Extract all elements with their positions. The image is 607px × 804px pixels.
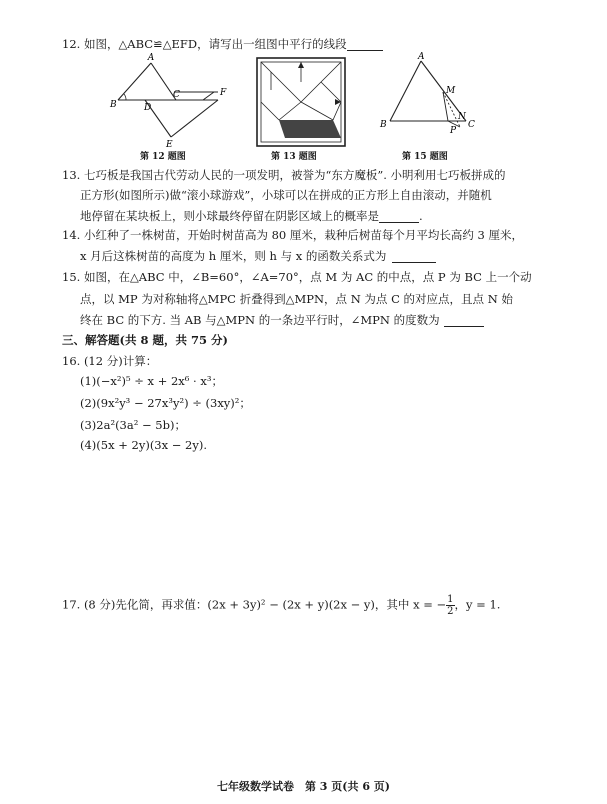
q12-answer-blank[interactable] <box>347 36 383 51</box>
q16-title: 16. (12 分)计算： <box>62 354 158 368</box>
q17-tail: ，y = 1. <box>454 597 501 612</box>
q17-fraction <box>446 594 454 617</box>
q17-frac-num: 1 <box>447 594 454 605</box>
q13-line3-end: . <box>419 209 423 223</box>
fig15-label-m: M <box>446 86 456 96</box>
q17-frac-den: 2 <box>447 606 454 617</box>
figure-13 <box>257 58 345 146</box>
q13-answer-blank[interactable] <box>379 208 419 223</box>
q17-line <box>62 594 500 617</box>
q13-line3-text: 地停留在某块板上，则小球最终停留在阴影区域上的概率是 <box>80 209 379 223</box>
q14-line2-text: x 月后这株树苗的高度为 h 厘米，则 h 与 x 的函数关系式为 <box>80 249 387 263</box>
q16-item-2: (2)(9x²y³ − 27x³y²) ÷ (3xy)²； <box>80 396 251 410</box>
fig12-label-b: B <box>110 100 117 110</box>
q15-line3 <box>80 312 484 327</box>
fig12-label-a: A <box>147 53 155 63</box>
fig15-label-a: A <box>418 52 425 62</box>
q15-line3-text: 终在 BC 的下方. 当 AB 与△MPN 的一条边平行时，∠MPN 的度数为 <box>80 313 440 327</box>
q14-line1: 14. 小红种了一株树苗，开始时树苗高为 80 厘米，栽种后树苗每个月平均长高约 3 厘米， <box>62 228 524 242</box>
q13-line1: 13. 七巧板是我国古代劳动人民的一项发明，被誉为“东方魔板”. 小明利用七巧板拼成的 <box>62 168 506 182</box>
q12-caption: 第 12 题图 <box>140 152 186 162</box>
q14-line2 <box>80 248 436 263</box>
fig12-label-e: E <box>166 140 173 150</box>
page-footer: 七年级数学试卷 第 3 页(共 6 页) <box>216 780 391 793</box>
q16-item-1: (1)(−x²)⁵ ÷ x + 2x⁶ · x³； <box>80 374 223 388</box>
q15-caption: 第 15 题图 <box>402 152 448 162</box>
q12-text <box>62 36 383 51</box>
q15-line1: 15. 如图，在△ABC 中，∠B=60°，∠A=70°，点 M 为 AC 的中点，点 P 为 BC 上一个动 <box>62 270 532 284</box>
q13-line3 <box>80 208 423 223</box>
fig12-label-f: F <box>220 88 227 98</box>
fig15-label-n: N <box>458 112 466 122</box>
q13-caption: 第 13 题图 <box>271 152 317 162</box>
figure-12 <box>108 53 228 150</box>
fig15-label-c: C <box>468 120 475 130</box>
fig15-label-b: B <box>380 120 387 130</box>
q16-item-4: (4)(5x + 2y)(3x − 2y). <box>80 438 208 452</box>
fig15-label-p: P <box>450 126 457 136</box>
q13-line2: 正方形(如图所示)做“滚小球游戏”，小球可以在拼成的正方形上自由滚动，并随机 <box>80 188 492 202</box>
fig12-label-d: D <box>144 103 152 113</box>
q15-line2: 点，以 MP 为对称轴将△MPC 折叠得到△MPN，点 N 为点 C 的对应点，且点 N 始 <box>80 292 513 306</box>
q17-text: 17. (8 分)先化简，再求值：(2x + 3y)² − (2x + y)(2x − y)，其中 x = − <box>62 597 447 612</box>
q12-stem: 12. 如图，△ABC≌△EFD，请写出一组图中平行的线段 <box>62 37 347 51</box>
figure-15 <box>378 52 478 145</box>
q14-answer-blank[interactable] <box>392 248 436 263</box>
q16-item-3: (3)2a²(3a² − 5b)； <box>80 418 186 432</box>
q15-answer-blank[interactable] <box>444 312 484 327</box>
fig12-label-c: C <box>173 90 180 100</box>
section-3-heading: 三、解答题(共 8 题，共 75 分) <box>62 333 228 347</box>
